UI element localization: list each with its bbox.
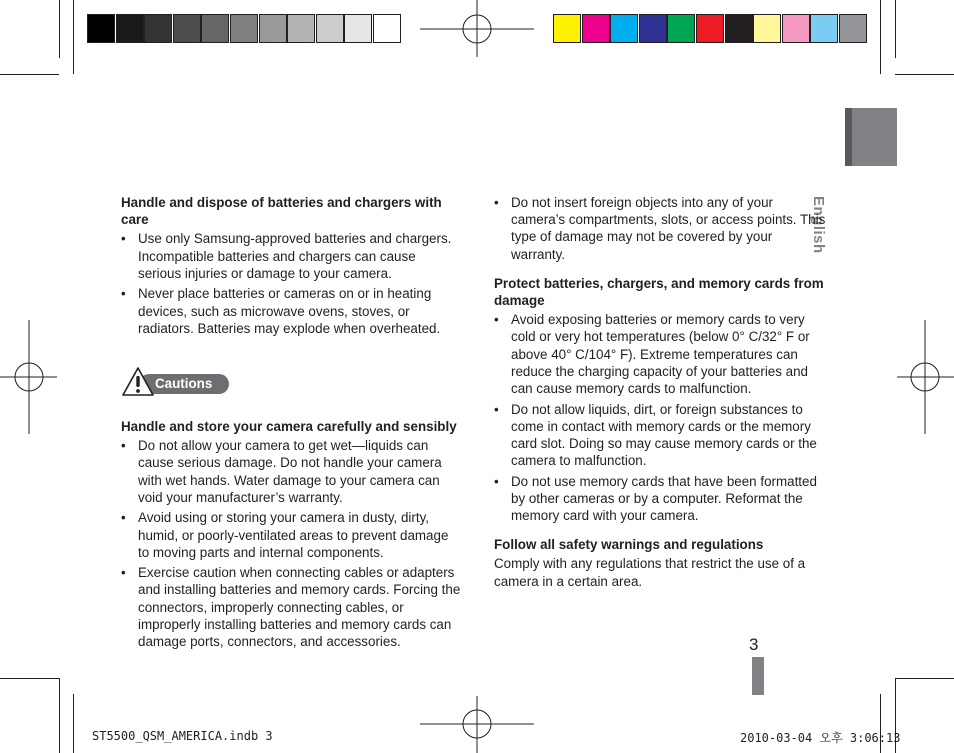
list-item: • Use only Samsung-approved batteries and chargers. Incompatible batteries and chargers can cause serious injuries or damage to your camera. [121,230,461,282]
calibration-swatch [87,14,115,43]
bullet-list [121,230,461,337]
page-number: 3 [749,635,759,654]
list-item: • Avoid exposing batteries or memory cards to very cold or very hot temperatures (below 0° C/32° F or above 40° C/104° F). Extreme temperatures can reduce the charging capacity of your batteries and can cause memory cards to malfunction. [494,311,830,397]
footer-file-info: ST5500_QSM_AMERICA.indb 3 [92,729,273,743]
calibration-swatch [373,14,401,43]
calibration-swatch [230,14,258,43]
calibration-swatch [144,14,172,43]
section-heading: Follow all safety warnings and regulations [494,537,764,553]
left-column-lower [121,418,461,654]
page-number-bar [752,657,764,695]
calibration-swatch [287,14,315,43]
cautions-badge [121,366,231,398]
list-item: • Exercise caution when connecting cables or adapters and installing batteries and memory cards. Forcing the connectors, improperly connecting cables, or improperly installing batteries and memory cards can damage ports, connectors, and accessories. [121,564,461,650]
calibration-swatch [582,14,610,43]
calibration-swatch [753,14,781,43]
bullet-list [494,194,830,263]
language-tab-accent [845,108,852,166]
bullet-list [121,437,461,650]
right-column [494,194,830,590]
language-tab [845,108,897,166]
section-body: Comply with any regulations that restrict the use of a camera in a certain area. [494,556,806,589]
calibration-swatch [316,14,344,43]
calibration-swatch [839,14,867,43]
list-item: • Do not use memory cards that have been formatted by other cameras or by a computer. Reformat the memory card with your camera. [494,473,830,525]
list-item: • Do not allow liquids, dirt, or foreign substances to come in contact with memory cards or the memory card slot. Doing so may cause memory cards or the camera to malfunction. [494,401,830,470]
calibration-swatch [782,14,810,43]
calibration-swatch [553,14,581,43]
calibration-swatch [173,14,201,43]
warning-triangle-icon [121,366,155,398]
list-item: • Do not insert foreign objects into any of your camera’s compartments, slots, or access points. This type of damage may not be covered by your warranty. [494,194,830,263]
calibration-swatch [116,14,144,43]
calibration-swatch [201,14,229,43]
calibration-swatch [725,14,753,43]
calibration-swatch [667,14,695,43]
calibration-swatch [610,14,638,43]
calibration-swatch [259,14,287,43]
cautions-label: Cautions [139,374,229,394]
bullet-list [494,311,830,524]
calibration-swatch [639,14,667,43]
language-tab-label: English [810,196,827,254]
section-heading: Handle and store your camera carefully and sensibly [121,419,457,434]
list-item: • Never place batteries or cameras on or in heating devices, such as microwave ovens, stoves, or radiators. Batteries may explode when overheated. [121,285,461,337]
section-heading: Handle and dispose of batteries and chargers with care [121,195,442,228]
list-item: • Do not allow your camera to get wet—liquids can cause serious damage. Do not handle your camera with wet hands. Water damage to your camera can void your manufacturer’s warranty. [121,437,461,506]
calibration-swatch [810,14,838,43]
calibration-swatch [344,14,372,43]
calibration-swatch [696,14,724,43]
left-column [121,194,461,340]
list-item: • Avoid using or storing your camera in dusty, dirty, humid, or poorly-ventilated areas to prevent damage to moving parts and internal components. [121,509,461,561]
footer-timestamp: 2010-03-04 오후 3:06:13 [740,731,901,745]
section-heading: Protect batteries, chargers, and memory cards from damage [494,275,824,309]
